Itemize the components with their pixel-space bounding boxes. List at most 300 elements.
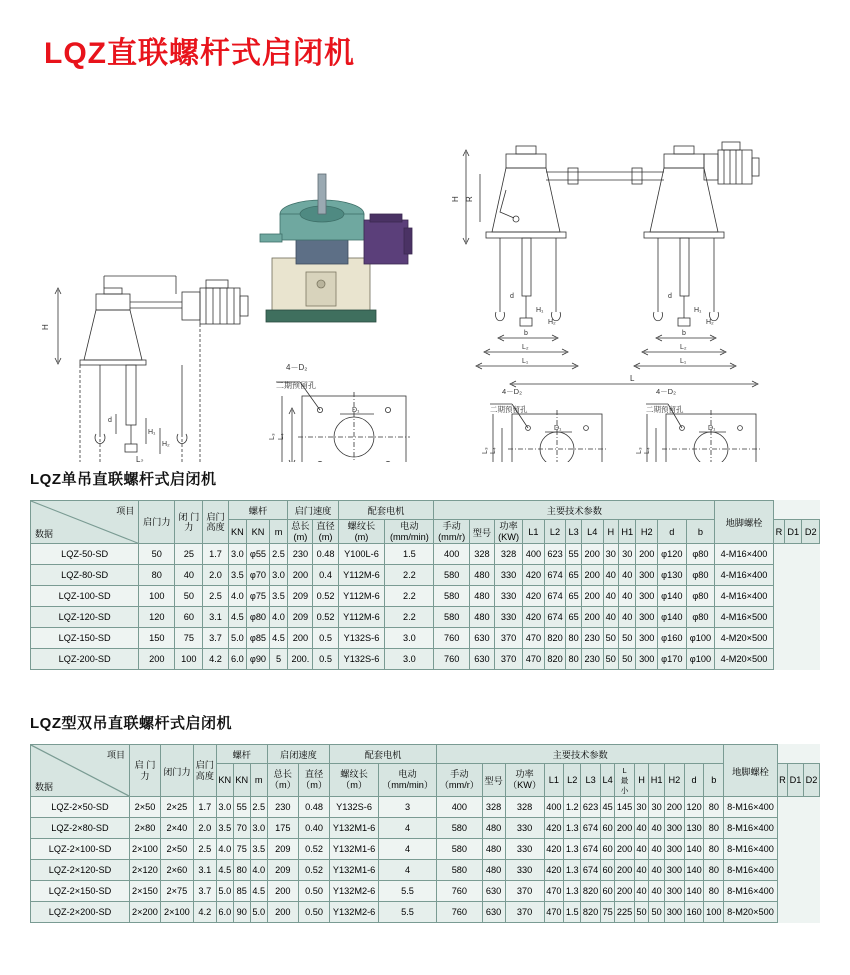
table2-r5-c23: 100 <box>704 902 724 923</box>
product-illustrations <box>0 62 850 462</box>
table2-r0-c19: 30 <box>634 797 648 818</box>
table2-r3-c6: 4.0 <box>250 860 267 881</box>
svg-text:D₁: D₁ <box>554 425 562 432</box>
table1-r3-c5: φ80 <box>247 607 270 628</box>
table1-r2-c4: 4.0 <box>228 586 247 607</box>
table1-sub-r: R <box>773 520 784 544</box>
table2-r4-c2: 2×75 <box>160 881 193 902</box>
table1-r1-c8: 0.4 <box>313 565 338 586</box>
table2-r2-c15: 1.3 <box>564 839 581 860</box>
table1-r5-c10: 3.0 <box>385 649 434 670</box>
spec-table-double <box>30 744 820 923</box>
table1-r3-c2: 60 <box>175 607 203 628</box>
left-unit-drawing <box>41 276 248 462</box>
table2-sub-h: H <box>634 764 648 797</box>
svg-text:4－D₂: 4－D₂ <box>502 387 522 396</box>
table1-r4-c11: 760 <box>434 628 469 649</box>
page-title: LQZ直联螺杆式启闭机 <box>44 37 355 70</box>
technical-drawings-svg <box>0 62 850 462</box>
table1-sub-m: m <box>269 520 288 544</box>
table2-r1-c0: LQZ-2×80-SD <box>31 818 130 839</box>
table2-r1-c15: 1.3 <box>564 818 581 839</box>
table2-corner-top-label: 项目 <box>106 750 125 760</box>
svg-text:L₃: L₃ <box>482 447 489 454</box>
table1-r5-c16: 80 <box>566 649 582 670</box>
table2-sub-l1: L1 <box>544 764 564 797</box>
table2-r0-c21: 200 <box>665 797 685 818</box>
svg-text:L₁: L₁ <box>680 358 687 365</box>
table2-col-open-force: 启 门 力 <box>129 745 160 797</box>
table2-r2-c5: 75 <box>233 839 250 860</box>
table-row <box>31 818 820 839</box>
table1-r3-c0: LQZ-120-SD <box>31 607 139 628</box>
table-row <box>31 649 820 670</box>
svg-text:H: H <box>451 196 460 202</box>
table2-r0-c10: 3 <box>378 797 436 818</box>
table2-r5-c14: 470 <box>544 902 564 923</box>
table1-r1-c12: 480 <box>469 565 494 586</box>
table1-col-open-height: 启门 高度 <box>203 501 228 544</box>
table1-corner-cell <box>31 501 139 544</box>
table2-body <box>31 797 820 923</box>
svg-text:L₂: L₂ <box>136 455 144 462</box>
table1-r1-c19: 40 <box>619 565 636 586</box>
table2-col-open-height: 启门 高度 <box>193 745 216 797</box>
table1-r4-c18: 50 <box>603 628 619 649</box>
table1-r1-c13: 330 <box>494 565 522 586</box>
table2-sub-electric: 电动 （mm/min） <box>378 764 436 797</box>
table2-r0-c24: 8-M16×400 <box>724 797 778 818</box>
table1-r2-c11: 580 <box>434 586 469 607</box>
table2-r3-c10: 4 <box>378 860 436 881</box>
table2-r3-c7: 209 <box>267 860 298 881</box>
table2-r5-c1: 2×200 <box>129 902 160 923</box>
table2-r0-c2: 2×25 <box>160 797 193 818</box>
table1-r4-c19: 50 <box>619 628 636 649</box>
table1-r5-c20: 300 <box>636 649 658 670</box>
table1-r5-c9: Y132S-6 <box>338 649 385 670</box>
table2-r5-c16: 820 <box>581 902 601 923</box>
table1-r2-c17: 200 <box>581 586 603 607</box>
table2-r2-c2: 2×50 <box>160 839 193 860</box>
table2-r1-c19: 40 <box>634 818 648 839</box>
table2-r3-c9: Y132M1-6 <box>330 860 379 881</box>
table2-group-main-params: 主要技术参数 <box>437 745 724 764</box>
table1-r2-c18: 40 <box>603 586 619 607</box>
table1-sub-l4: L4 <box>581 520 603 544</box>
table2-corner-bottom-label: 数据 <box>35 782 54 792</box>
table1-r0-c0: LQZ-50-SD <box>31 544 139 565</box>
table2-r3-c13: 330 <box>505 860 544 881</box>
table2-r4-c17: 60 <box>600 881 614 902</box>
table1-r1-c20: 300 <box>636 565 658 586</box>
table1-sub-manual: 手动 (mm/r) <box>434 520 469 544</box>
table1-r3-c1: 120 <box>139 607 175 628</box>
table1-body <box>31 544 820 670</box>
table2-sub-kn2: KN <box>233 764 250 797</box>
table-row <box>31 544 820 565</box>
table2-r1-c9: Y132M1-6 <box>330 818 379 839</box>
table1-r2-c23: 4-M16×400 <box>715 586 774 607</box>
table2-r0-c20: 30 <box>649 797 665 818</box>
table1-r0-c7: 230 <box>288 544 313 565</box>
svg-text:二期预留孔: 二期预留孔 <box>490 405 528 414</box>
table1-r1-c9: Y112M-6 <box>338 565 385 586</box>
table1-r5-c6: 5 <box>269 649 288 670</box>
table1-r2-c1: 100 <box>139 586 175 607</box>
table1-r1-c7: 200 <box>288 565 313 586</box>
table2-r0-c4: 3.0 <box>216 797 233 818</box>
svg-text:d: d <box>668 293 672 300</box>
table1-sub-screw-dia: 直径 (m) <box>313 520 338 544</box>
table1-r2-c6: 3.5 <box>269 586 288 607</box>
table2-sub-d2: D2 <box>803 764 819 797</box>
table2-r3-c17: 60 <box>600 860 614 881</box>
table1-r0-c8: 0.48 <box>313 544 338 565</box>
table2-r2-c11: 580 <box>437 839 483 860</box>
table2-r4-c21: 300 <box>665 881 685 902</box>
table2-r5-c13: 370 <box>505 902 544 923</box>
table1-sub-screw-len: 总长 (m) <box>288 520 313 544</box>
table2-r4-c13: 370 <box>505 881 544 902</box>
table1-r2-c14: 420 <box>523 586 545 607</box>
table1-group-anchor: 地脚螺栓 <box>715 501 774 544</box>
table2-r4-c10: 5.5 <box>378 881 436 902</box>
table2-group-screw: 螺杆 <box>216 745 267 764</box>
table2-header-row-1 <box>31 745 820 764</box>
table2-r4-c23: 80 <box>704 881 724 902</box>
table1-sub-l1: L1 <box>523 520 545 544</box>
svg-text:L₄: L₄ <box>644 447 651 454</box>
table1-sub-model: 型号 <box>469 520 494 544</box>
svg-text:L₃: L₃ <box>269 433 276 440</box>
table1-r0-c1: 50 <box>139 544 175 565</box>
table1-r2-c15: 674 <box>544 586 566 607</box>
table2-r1-c10: 4 <box>378 818 436 839</box>
table2-r1-c24: 8-M16×400 <box>724 818 778 839</box>
table2-group-open-speed: 启闭速度 <box>267 745 329 764</box>
table1-r4-c17: 230 <box>581 628 603 649</box>
table2-r4-c9: Y132M2-6 <box>330 881 379 902</box>
table2-sub-l4: L4 <box>600 764 614 797</box>
svg-text:H₁: H₁ <box>694 307 702 314</box>
table2-r3-c18: 200 <box>615 860 635 881</box>
table1-r1-c0: LQZ-80-SD <box>31 565 139 586</box>
table-row <box>31 881 820 902</box>
table2-r4-c20: 40 <box>649 881 665 902</box>
table2-r5-c6: 5.0 <box>250 902 267 923</box>
table1-r2-c5: φ75 <box>247 586 270 607</box>
table2-r4-c22: 140 <box>684 881 704 902</box>
table2-sub-d: d <box>684 764 704 797</box>
table1-sub-h2: H2 <box>636 520 658 544</box>
svg-text:L₃: L₃ <box>636 447 643 454</box>
svg-text:R: R <box>465 196 474 202</box>
table2-r1-c1: 2×80 <box>129 818 160 839</box>
table2-r2-c22: 140 <box>684 839 704 860</box>
table1-r3-c8: 0.52 <box>313 607 338 628</box>
table1-r1-c14: 420 <box>523 565 545 586</box>
svg-text:二期预留孔: 二期预留孔 <box>646 405 684 414</box>
table1-r3-c6: 4.0 <box>269 607 288 628</box>
section-title-single: LQZ单吊直联螺杆式启闭机 <box>30 471 217 488</box>
table1-r3-c16: 65 <box>566 607 582 628</box>
product-photo <box>260 174 412 322</box>
table1-r5-c3: 4.2 <box>203 649 228 670</box>
table2-r1-c16: 674 <box>581 818 601 839</box>
table2-r0-c16: 623 <box>581 797 601 818</box>
table1-r3-c9: Y112M-6 <box>338 607 385 628</box>
svg-text:4－D₂: 4－D₂ <box>656 387 676 396</box>
table1-r4-c23: 4-M20×500 <box>715 628 774 649</box>
table1-r3-c13: 330 <box>494 607 522 628</box>
table1-r3-c20: 300 <box>636 607 658 628</box>
table1-r4-c9: Y132S-6 <box>338 628 385 649</box>
table2-r0-c0: LQZ-2×50-SD <box>31 797 130 818</box>
table2-r5-c20: 50 <box>649 902 665 923</box>
table1-r4-c21: φ160 <box>658 628 687 649</box>
table1-corner-top-label: 项目 <box>116 506 135 516</box>
table1-sub-d1: D1 <box>785 520 802 544</box>
table1-r4-c6: 4.5 <box>269 628 288 649</box>
table-row <box>31 797 820 818</box>
right-unit-drawing <box>451 142 759 369</box>
table2-r3-c2: 2×60 <box>160 860 193 881</box>
table2-r3-c23: 80 <box>704 860 724 881</box>
table1-r3-c12: 480 <box>469 607 494 628</box>
table1-r0-c3: 1.7 <box>203 544 228 565</box>
table1-r1-c11: 580 <box>434 565 469 586</box>
table2-r3-c3: 3.1 <box>193 860 216 881</box>
svg-text:H: H <box>41 324 50 330</box>
table1-r5-c2: 100 <box>175 649 203 670</box>
table2-sub-h1: H1 <box>649 764 665 797</box>
table2-r4-c5: 85 <box>233 881 250 902</box>
table1-r5-c8: 0.5 <box>313 649 338 670</box>
table2-r4-c12: 630 <box>482 881 505 902</box>
table2-r3-c14: 420 <box>544 860 564 881</box>
table2-sub-h2: H2 <box>665 764 685 797</box>
table1-group-main-params: 主要技术参数 <box>434 501 715 520</box>
table2-r0-c9: Y132S-6 <box>330 797 379 818</box>
table2-sub-kn1: KN <box>216 764 233 797</box>
table2-r4-c1: 2×150 <box>129 881 160 902</box>
table1-r0-c2: 25 <box>175 544 203 565</box>
table1-r5-c13: 370 <box>494 649 522 670</box>
table1-r5-c21: φ170 <box>658 649 687 670</box>
svg-text:H₁: H₁ <box>148 429 156 436</box>
table1-r4-c3: 3.7 <box>203 628 228 649</box>
table1-head <box>31 501 820 544</box>
table1-r2-c8: 0.52 <box>313 586 338 607</box>
table1-r2-c12: 480 <box>469 586 494 607</box>
table2-r5-c17: 75 <box>600 902 614 923</box>
table1-r0-c5: φ55 <box>247 544 270 565</box>
table1-sub-thread-len: 螺纹长 (m) <box>338 520 385 544</box>
table2-r3-c15: 1.3 <box>564 860 581 881</box>
table2-r3-c16: 674 <box>581 860 601 881</box>
table1-r1-c5: φ70 <box>247 565 270 586</box>
table2-r0-c23: 80 <box>704 797 724 818</box>
svg-text:H₂: H₂ <box>162 441 170 448</box>
table2-sub-d1: D1 <box>788 764 804 797</box>
table2-group-motor: 配套电机 <box>330 745 437 764</box>
table1-r3-c10: 2.2 <box>385 607 434 628</box>
table2-r4-c0: LQZ-2×150-SD <box>31 881 130 902</box>
svg-text:D₁: D₁ <box>352 407 360 414</box>
table2-r3-c24: 8-M16×400 <box>724 860 778 881</box>
table1-r4-c0: LQZ-150-SD <box>31 628 139 649</box>
table1-r1-c6: 3.0 <box>269 565 288 586</box>
table1-r3-c3: 3.1 <box>203 607 228 628</box>
table1-r0-c12: 328 <box>469 544 494 565</box>
table2-r1-c22: 130 <box>684 818 704 839</box>
table2-r5-c12: 630 <box>482 902 505 923</box>
table1-r2-c3: 2.5 <box>203 586 228 607</box>
table1-r0-c19: 30 <box>619 544 636 565</box>
table1-col-open-force: 启门力 <box>139 501 175 544</box>
table2-sub-l2: L2 <box>564 764 581 797</box>
svg-text:D₁: D₁ <box>708 425 716 432</box>
svg-text:二期预留孔: 二期预留孔 <box>276 381 316 390</box>
table2-r0-c18: 145 <box>615 797 635 818</box>
table2-r4-c18: 200 <box>615 881 635 902</box>
table1-sub-kn1: KN <box>228 520 247 544</box>
table1-r4-c2: 75 <box>175 628 203 649</box>
table-row <box>31 628 820 649</box>
table2-r2-c14: 420 <box>544 839 564 860</box>
table2-r2-c16: 674 <box>581 839 601 860</box>
table1-sub-d2: D2 <box>802 520 820 544</box>
table1-r5-c7: 200. <box>288 649 313 670</box>
table2-r1-c12: 480 <box>482 818 505 839</box>
foundation-plan-left <box>269 363 410 462</box>
table1-r3-c11: 580 <box>434 607 469 628</box>
table1-r4-c12: 630 <box>469 628 494 649</box>
table2-r0-c22: 120 <box>684 797 704 818</box>
table1-r0-c22: φ80 <box>686 544 715 565</box>
table1-r4-c22: φ100 <box>686 628 715 649</box>
table1-r2-c9: Y112M-6 <box>338 586 385 607</box>
svg-text:d: d <box>510 293 514 300</box>
table2-r5-c18: 225 <box>615 902 635 923</box>
table2-r4-c4: 5.0 <box>216 881 233 902</box>
table1-r5-c17: 230 <box>581 649 603 670</box>
table2-r5-c15: 1.5 <box>564 902 581 923</box>
table1-r1-c15: 674 <box>544 565 566 586</box>
table1-r0-c21: φ120 <box>658 544 687 565</box>
table2-r5-c3: 4.2 <box>193 902 216 923</box>
table2-sub-r: R <box>777 764 787 797</box>
table1-r4-c1: 150 <box>139 628 175 649</box>
table1-r3-c22: φ80 <box>686 607 715 628</box>
table1-r1-c17: 200 <box>581 565 603 586</box>
table2-col-close-force: 闭门力 <box>160 745 193 797</box>
table1-r2-c0: LQZ-100-SD <box>31 586 139 607</box>
table1-r2-c20: 300 <box>636 586 658 607</box>
table2-head <box>31 745 820 797</box>
table2-r4-c24: 8-M16×400 <box>724 881 778 902</box>
table1-r0-c23: 4-M16×400 <box>715 544 774 565</box>
table2-r3-c4: 4.5 <box>216 860 233 881</box>
table1-r4-c4: 5.0 <box>228 628 247 649</box>
table1-r4-c20: 300 <box>636 628 658 649</box>
spec-table-single <box>30 500 820 670</box>
table2-r1-c23: 80 <box>704 818 724 839</box>
table2-r0-c15: 1.2 <box>564 797 581 818</box>
table2-r0-c1: 2×50 <box>129 797 160 818</box>
table1-r1-c16: 65 <box>566 565 582 586</box>
table2-r3-c20: 40 <box>649 860 665 881</box>
table2-r1-c13: 330 <box>505 818 544 839</box>
table1-r3-c7: 209 <box>288 607 313 628</box>
table2-r5-c24: 8-M20×500 <box>724 902 778 923</box>
table2-r2-c0: LQZ-2×100-SD <box>31 839 130 860</box>
table1-r1-c2: 40 <box>175 565 203 586</box>
table2-r3-c8: 0.52 <box>298 860 329 881</box>
table1-sub-h: H <box>603 520 619 544</box>
table2-r0-c5: 55 <box>233 797 250 818</box>
table1-r5-c0: LQZ-200-SD <box>31 649 139 670</box>
svg-text:b: b <box>524 330 528 337</box>
table2-r1-c21: 300 <box>665 818 685 839</box>
table2-sub-l3: L3 <box>581 764 601 797</box>
svg-text:L₂: L₂ <box>522 344 529 351</box>
table1-r3-c18: 40 <box>603 607 619 628</box>
svg-text:L₄: L₄ <box>490 447 497 454</box>
table1-corner-bottom-label: 数据 <box>35 529 54 540</box>
table2-r3-c19: 40 <box>634 860 648 881</box>
table2-r1-c2: 2×40 <box>160 818 193 839</box>
table2-r1-c3: 2.0 <box>193 818 216 839</box>
table1-r2-c21: φ140 <box>658 586 687 607</box>
table1-r1-c10: 2.2 <box>385 565 434 586</box>
table1-r4-c15: 820 <box>544 628 566 649</box>
table2-r0-c6: 2.5 <box>250 797 267 818</box>
table1-r0-c11: 400 <box>434 544 469 565</box>
table1-r5-c14: 470 <box>523 649 545 670</box>
table2-r4-c16: 820 <box>581 881 601 902</box>
table1-r5-c22: φ100 <box>686 649 715 670</box>
table2-r5-c10: 5.5 <box>378 902 436 923</box>
table1-group-open-speed: 启门速度 <box>288 501 338 520</box>
table1-r3-c15: 674 <box>544 607 566 628</box>
table2-r3-c5: 80 <box>233 860 250 881</box>
section-title-double: LQZ型双吊直联螺杆式启闭机 <box>30 715 232 732</box>
table2-r2-c23: 80 <box>704 839 724 860</box>
svg-text:H₂: H₂ <box>548 319 556 326</box>
table1-r3-c17: 200 <box>581 607 603 628</box>
table1-r2-c10: 2.2 <box>385 586 434 607</box>
table2-group-anchor: 地脚螺栓 <box>724 745 778 797</box>
table1-r2-c19: 40 <box>619 586 636 607</box>
table1-r4-c8: 0.5 <box>313 628 338 649</box>
table1-header-row-1 <box>31 501 820 520</box>
table2-r5-c2: 2×100 <box>160 902 193 923</box>
table1-r0-c17: 200 <box>581 544 603 565</box>
table2-r2-c10: 4 <box>378 839 436 860</box>
table1-r4-c7: 200 <box>288 628 313 649</box>
table-row <box>31 902 820 923</box>
table2-r4-c7: 200 <box>267 881 298 902</box>
table2-r4-c11: 760 <box>437 881 483 902</box>
table1-sub-l3: L3 <box>566 520 582 544</box>
table2-corner-cell <box>31 745 130 797</box>
table2-r2-c12: 480 <box>482 839 505 860</box>
table2-r3-c0: LQZ-2×120-SD <box>31 860 130 881</box>
svg-text:L₂: L₂ <box>680 344 687 351</box>
svg-text:L: L <box>630 374 635 383</box>
